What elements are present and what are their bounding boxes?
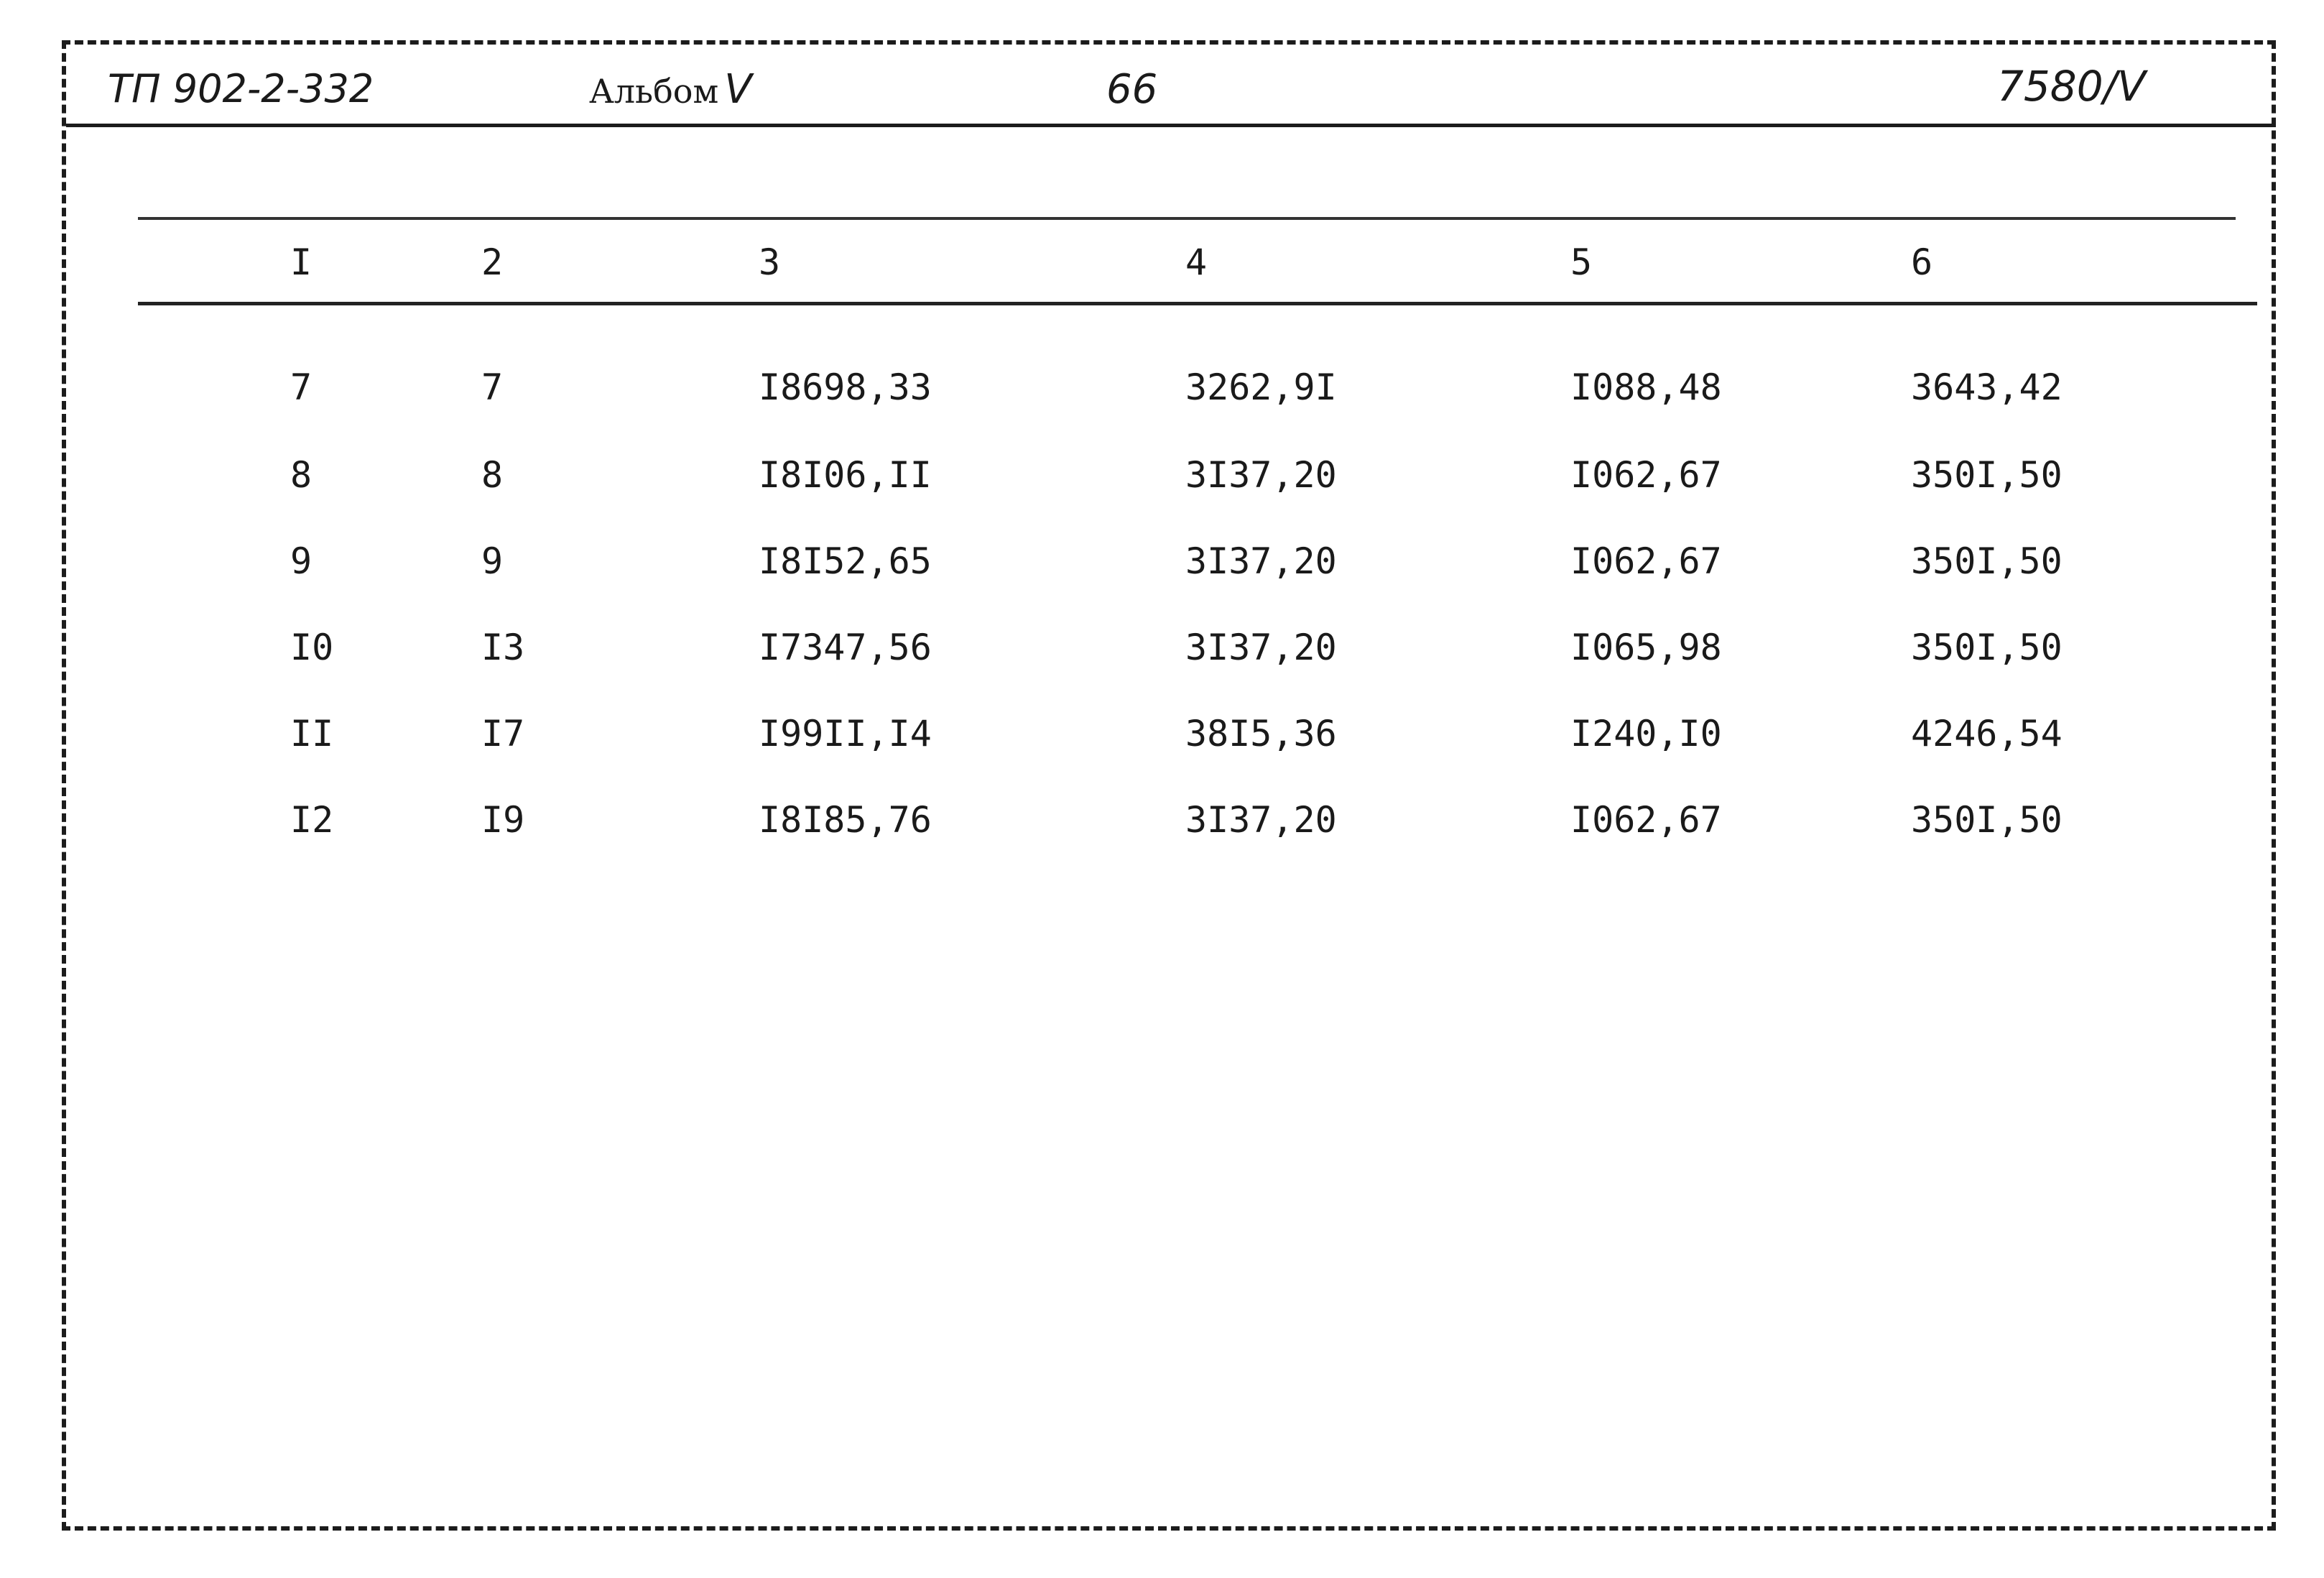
table-cell: I3 — [481, 627, 525, 668]
album-label-group — [589, 66, 752, 113]
table-cell: 350I,50 — [1911, 454, 2063, 496]
table-cell: 3I37,20 — [1185, 454, 1337, 496]
table-cell: 350I,50 — [1911, 627, 2063, 668]
table-cell: 38I5,36 — [1185, 713, 1337, 755]
table-cell: 4246,54 — [1911, 713, 2063, 755]
table-cell: 9 — [481, 540, 504, 582]
table-cell: 3I37,20 — [1185, 799, 1337, 841]
table-cell: I2 — [290, 799, 334, 841]
table-cell: I062,67 — [1570, 540, 1722, 582]
table-cell: 3262,9I — [1185, 366, 1337, 408]
table-cell: I8698,33 — [759, 366, 932, 408]
table-cell: I9 — [481, 799, 525, 841]
table-cell: I062,67 — [1570, 454, 1722, 496]
table-cell: II — [290, 713, 334, 755]
album-number: V — [724, 66, 752, 113]
table-cell: I088,48 — [1570, 366, 1722, 408]
table-cell: 3643,42 — [1911, 366, 2063, 408]
table-cell: I7 — [481, 713, 525, 755]
column-header: 3 — [759, 241, 781, 283]
document-frame — [62, 40, 2276, 1531]
table-cell: 7 — [481, 366, 504, 408]
album-label: Альбом — [589, 72, 719, 111]
table-top-rule — [138, 217, 2236, 220]
table-cell: 8 — [290, 454, 313, 496]
table-cell: I0 — [290, 627, 334, 668]
table-cell: I065,98 — [1570, 627, 1722, 668]
table-cell: 350I,50 — [1911, 540, 2063, 582]
header-divider — [66, 124, 2276, 127]
document-number: 7580/V — [1997, 62, 2146, 111]
table-cell: 350I,50 — [1911, 799, 2063, 841]
column-header: 2 — [481, 241, 504, 283]
project-code: ТП 902-2-332 — [108, 66, 374, 111]
table-cell: I99II,I4 — [759, 713, 932, 755]
column-header: 5 — [1570, 241, 1593, 283]
table-cell: I062,67 — [1570, 799, 1722, 841]
table-cell: 7 — [290, 366, 313, 408]
column-header: I — [290, 241, 313, 283]
table-cell: I8I52,65 — [759, 540, 932, 582]
table-cell: 9 — [290, 540, 313, 582]
table-cell: 3I37,20 — [1185, 627, 1337, 668]
table-cell: 3I37,20 — [1185, 540, 1337, 582]
table-cell: I7347,56 — [759, 627, 932, 668]
table-cell: I240,I0 — [1570, 713, 1722, 755]
table-header-rule — [138, 302, 2257, 305]
table-cell: I8I85,76 — [759, 799, 932, 841]
column-header: 6 — [1911, 241, 1933, 283]
table-cell: I8I06,II — [759, 454, 932, 496]
page-number: 66 — [1106, 66, 1158, 113]
column-header: 4 — [1185, 241, 1208, 283]
table-cell: 8 — [481, 454, 504, 496]
